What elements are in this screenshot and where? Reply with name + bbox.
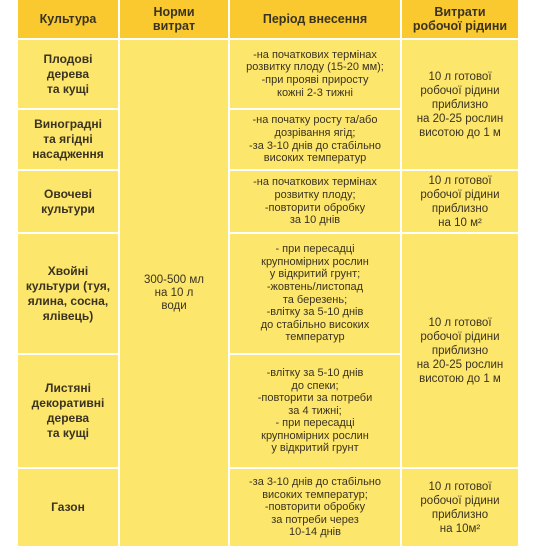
crop-cell: Виноградні та ягідні насадження (18, 110, 118, 169)
header-crop: Культура (18, 0, 118, 38)
header-rate: Норми витрат (120, 0, 228, 38)
header-period: Період внесення (230, 0, 400, 38)
consumption-cell: 10 л готової робочої рідини приблизно на 10 м² (402, 171, 518, 232)
period-cell: -на початку росту та/або дозрівання ягід; -за 3-10 днів до стабільно високих температур (230, 110, 400, 169)
crop-cell: Плодові дерева та кущі (18, 40, 118, 108)
period-cell: -на початкових термінах розвитку плоду (15-20 мм); -при прояві приросту кожні 2-3 тижні (230, 40, 400, 108)
application-table (18, 0, 518, 539)
rate-cell: 300-500 мл на 10 л води (120, 40, 228, 546)
consumption-cell: 10 л готової робочої рідини приблизно на 20-25 рослин висотою до 1 м (402, 40, 518, 169)
period-cell: - при пересадці крупномірних рослин у відкритий грунт; -жовтень/листопад та березень; -влітку за 5-10 днів до стабільно високих температур (230, 234, 400, 353)
period-cell: -влітку за 5-10 днів до спеки; -повторити за потреби за 4 тижні; - при пересадці крупномірних рослин у відкритий грунт (230, 355, 400, 467)
crop-cell: Газон (18, 469, 118, 546)
consumption-cell: 10 л готової робочої рідини приблизно на 20-25 рослин висотою до 1 м (402, 234, 518, 467)
crop-cell: Хвойні культури (туя, ялина, сосна, ялівець) (18, 234, 118, 353)
header-consumption: Витрати робочої рідини (402, 0, 518, 38)
period-cell: -на початкових термінах розвитку плоду; -повторити обробку за 10 днів (230, 171, 400, 232)
crop-cell: Листяні декоративні дерева та кущі (18, 355, 118, 467)
period-cell: -за 3-10 днів до стабільно високих температур; -повторити обробку за потреби через 10-14 днів (230, 469, 400, 546)
crop-cell: Овочеві культури (18, 171, 118, 232)
consumption-cell: 10 л готової робочої рідини приблизно на 10м² (402, 469, 518, 546)
